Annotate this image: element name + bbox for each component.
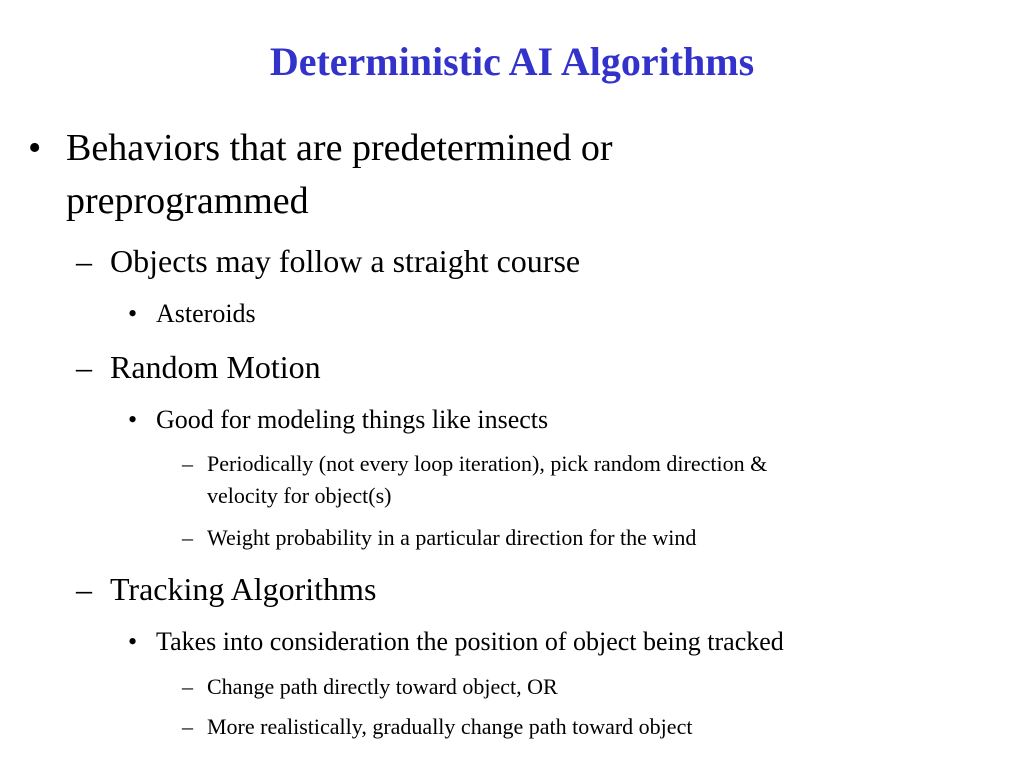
bullet-tracking-algorithms	[76, 570, 377, 608]
bullet-text: Asteroids	[156, 299, 256, 328]
bullet-text: Tracking Algorithms	[110, 571, 377, 607]
bullet-text: Random Motion	[110, 349, 321, 385]
bullet-dot-marker: •	[128, 299, 138, 328]
bullet-text: Weight probability in a particular direction for the wind	[207, 525, 697, 550]
bullet-insects	[128, 404, 549, 436]
bullet-behaviors	[28, 126, 613, 170]
bullet-text: Periodically (not every loop iteration), pick random direction &	[207, 451, 768, 476]
bullet-text: preprogrammed	[66, 180, 309, 222]
bullet-dot-marker: •	[28, 127, 42, 169]
bullet-periodically-continued	[207, 480, 392, 512]
bullet-dash-marker: –	[182, 525, 193, 550]
bullet-dash-marker: –	[76, 349, 92, 385]
slide-title: Deterministic AI Algorithms	[269, 39, 755, 84]
bullet-dot-marker: •	[128, 627, 138, 656]
bullet-text: Behaviors that are predetermined or	[66, 127, 613, 169]
bullet-text: velocity for object(s)	[207, 483, 392, 508]
bullet-dash-marker: –	[182, 674, 193, 699]
bullet-gradually-change-path	[182, 711, 693, 743]
bullet-random-motion	[76, 348, 321, 386]
bullet-dash-marker: –	[76, 571, 92, 607]
bullet-position-tracked	[128, 626, 784, 658]
bullet-change-path-directly	[182, 671, 558, 703]
bullet-text: Takes into consideration the position of object being tracked	[156, 627, 784, 656]
bullet-behaviors-continued	[66, 179, 309, 223]
bullet-dash-marker: –	[182, 451, 193, 476]
bullet-dot-marker: •	[128, 405, 138, 434]
bullet-straight-course	[76, 242, 581, 280]
bullet-text: Good for modeling things like insects	[156, 405, 549, 434]
bullet-text: More realistically, gradually change path toward object	[207, 714, 693, 739]
bullet-periodically	[182, 448, 768, 480]
bullet-asteroids	[128, 298, 256, 330]
bullet-dash-marker: –	[182, 714, 193, 739]
bullet-text: Objects may follow a straight course	[110, 243, 581, 279]
bullet-text: Change path directly toward object, OR	[207, 674, 558, 699]
bullet-dash-marker: –	[76, 243, 92, 279]
bullet-wind	[182, 522, 697, 554]
